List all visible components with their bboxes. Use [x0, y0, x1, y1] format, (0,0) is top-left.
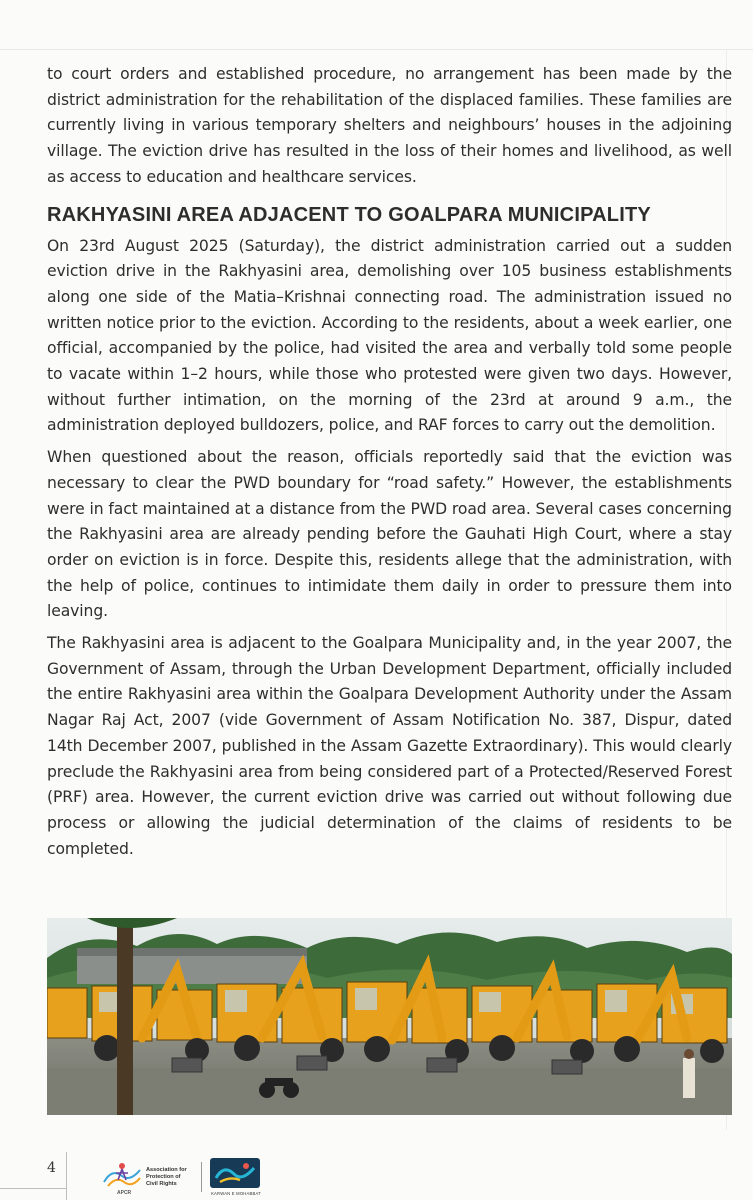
- footer-vertical-rule: [66, 1152, 67, 1200]
- top-border: [0, 0, 753, 50]
- apcr-label: APCR: [117, 1190, 132, 1196]
- photo-bulldozers: [47, 918, 732, 1115]
- bulldozers-illustration: [47, 918, 732, 1115]
- apcr-logo-icon: [100, 1158, 144, 1194]
- paragraph-municipality-status: The Rakhyasini area is adjacent to the Goalpara Municipality and, in the year 2007, the Government of Assam, through the Urban Development Department, officially included the entire Rakhyasini area within the Goalpara Development Authority under the Assam Nagar Raj Act, 2007 (vide Government of Assam Notification No. 387, Dispur, dated 14th December 2007, published in the Assam Gazette Extraordinary). This would clearly preclude the Rakhyasini area from being considered part of a Protected/Reserved Forest (PRF) area. However, the current eviction drive was carried out without following due process or allowing the judicial determination of the claims of residents to be completed.: [47, 634, 732, 858]
- organization-name: Association for Protection of Civil Rights: [146, 1167, 187, 1187]
- footer-logo-separator: [201, 1162, 202, 1192]
- paragraph-officials-reason: When questioned about the reason, officials reportedly said that the eviction was necessary to clear the PWD boundary for “road safety.” However, the establishments were in fact maintained at a distance from the PWD road area. Several cases concerning the Rakhyasini area are already pending before the Gauhati High Court, where a stay order on eviction is in force. Despite this, residents allege that the administration, with the help of police, continues to intimidate them daily in order to pressure them into leaving.: [47, 448, 732, 621]
- page-footer: [0, 1130, 753, 1200]
- page-number: 4: [47, 1160, 56, 1176]
- paragraph-eviction-drive: On 23rd August 2025 (Saturday), the district administration carried out a sudden eviction drive in the Rakhyasini area, demolishing over 105 business establishments along one side of the Matia–Krishnai connecting road. The administration issued no written notice prior to the eviction. According to the residents, about a week earlier, one official, accompanied by the police, had visited the area and verbally told some people to vacate within 1–2 hours, while those who protested were given two days. However, without further intimation, on the morning of the 23rd at around 9 a.m., the administration deployed bulldozers, police, and RAF forces to carry out the demolition.: [47, 236, 732, 435]
- karwan-label: KARWAN E MOHABBAT: [211, 1191, 261, 1196]
- section-heading: RAKHYASINI AREA ADJACENT TO GOALPARA MUNICIPALITY: [47, 203, 651, 226]
- paragraph-continued: to court orders and established procedure, no arrangement has been made by the district administration for the rehabilitation of the displaced families. These families are currently living in various temporary shelters and neighbours’ houses in the adjoining village. The eviction drive has resulted in the loss of their homes and livelihood, as well as access to education and healthcare services.: [47, 65, 732, 186]
- karwan-logo-icon: [210, 1158, 260, 1188]
- page-content: [47, 62, 732, 862]
- footer-horizontal-rule: [0, 1188, 66, 1189]
